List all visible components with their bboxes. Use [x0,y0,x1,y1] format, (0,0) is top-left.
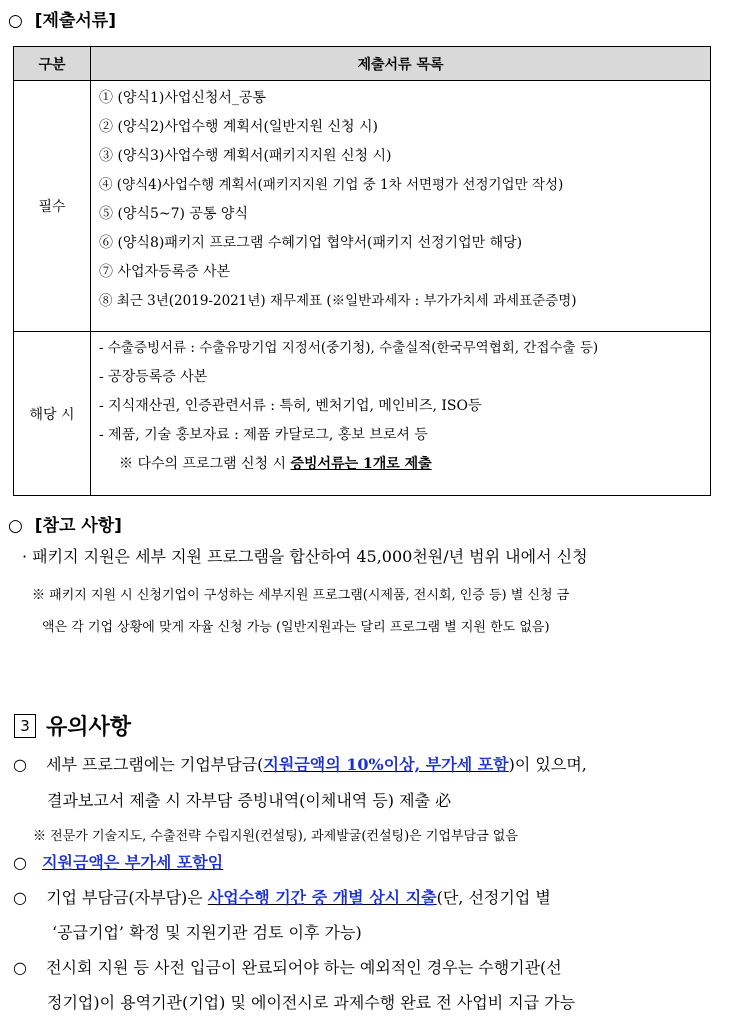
precaution-item-continuation: ‘공급기업’ 확정 및 지원기관 검토 이후 가능) [52,923,362,942]
precaution-item [13,752,587,775]
list-item: - 수출증빙서류 : 수출유망기업 지정서(중기청), 수출실적(한국무역협회, 간접수출 등) [99,340,599,356]
section-title: [제출서류] [34,11,116,31]
list-item: ③ (양식3)사업수행 계획서(패키지지원 신청 시) [99,148,392,164]
item-emphasis: 사업수행 기간 중 개별 상시 지출 [207,888,437,907]
list-item: ⑦ 사업자등록증 사본 [99,264,231,280]
list-item: ① (양식1)사업신청서_공통 [99,90,266,106]
precaution-item-continuation: 정기업)이 용역기관(기업) 및 에이전시로 과제수행 완료 전 사업비 지급 가능 [47,993,576,1012]
precaution-item-continuation: 결과보고서 제출 시 자부담 증빙내역(이체내역 등) 제출 必 [47,791,452,810]
table-row [14,81,711,332]
header-category: 구분 [14,47,91,81]
list-item: - 공장등록증 사본 [99,369,208,385]
note-emphasis: 증빙서류는 1개로 제출 [290,456,432,472]
precaution-item [13,850,223,873]
circle-bullet-icon: ○ [8,11,23,31]
required-doc-list [91,81,711,332]
section-heading-reference [8,511,122,536]
reference-line: · 패키지 지원은 세부 지원 프로그램을 합산하여 45,000천원/년 범위 내에서 신청 [22,547,588,566]
item-emphasis: 지원금액은 부가세 포함임 [42,853,224,872]
item-text: 전시회 지원 등 사전 입금이 완료되어야 하는 예외적인 경우는 수행기관(선 [46,958,562,977]
list-item: ⑤ (양식5~7) 공통 양식 [99,206,248,222]
section-title: [참고 사항] [34,516,122,536]
item-text: )이 있으며, [508,755,587,774]
list-item: ④ (양식4)사업수행 계획서(패키지지원 기업 중 1차 서면평가 선정기업만 작성) [99,177,564,193]
reference-note-line2: 액은 각 기업 상황에 맞게 자율 신청 가능 (일반지원과는 달리 프로그램 별 지원 한도 없음) [42,620,550,635]
precaution-note: ※ 전문가 기술지도, 수출전략 수립지원(컨설팅), 과제발굴(컨설팅)은 기업부담금 없음 [33,829,518,844]
category-if-applicable: 해당 시 [14,332,91,496]
item-text: 세부 프로그램에는 기업부담금( [46,755,264,774]
circle-bullet-icon: ○ [13,958,27,977]
list-item: - 지식재산권, 인증관련서류 : 특허, 벤처기업, 메인비즈, ISO등 [99,398,482,414]
list-item: ⑥ (양식8)패키지 프로그램 수혜기업 협약서(패키지 선정기업만 해당) [99,235,523,251]
list-item: - 제품, 기술 홍보자료 : 제품 카달로그, 홍보 브로셔 등 [99,427,428,443]
reference-note-line1: ※ 패키지 지원 시 신청기업이 구성하는 세부지원 프로그램(시제품, 전시회, 인증 등) 별 신청 금 [32,588,570,603]
circle-bullet-icon: ○ [13,755,27,774]
section-heading-submit-docs [8,6,116,31]
section-heading-precautions [14,710,131,741]
list-item: ⑧ 최근 3년(2019-2021년) 재무제표 (※일반과세자 : 부가가치세 과세표준증명) [99,293,577,309]
circle-bullet-icon: ○ [13,853,27,872]
section-title: 유의사항 [46,715,132,740]
submit-docs-table [13,46,711,496]
table-header-row [14,47,711,81]
precaution-item [13,885,551,908]
note-text: ※ 다수의 프로그램 신청 시 [119,456,291,472]
list-item: ② (양식2)사업수행 계획서(일반지원 신청 시) [99,119,378,135]
conditional-doc-list [91,332,711,496]
circle-bullet-icon: ○ [13,888,27,907]
circle-bullet-icon: ○ [8,516,23,536]
item-emphasis: 지원금액의 10%이상, 부가세 포함 [263,755,509,774]
header-doc-list: 제출서류 목록 [91,47,711,81]
table-note [91,450,710,479]
category-required: 필수 [14,81,91,332]
item-text: 기업 부담금(자부담)은 [46,888,208,907]
precaution-item [13,955,562,978]
table-row [14,332,711,496]
section-number-box: 3 [14,714,36,738]
item-text: (단, 선정기업 별 [436,888,551,907]
